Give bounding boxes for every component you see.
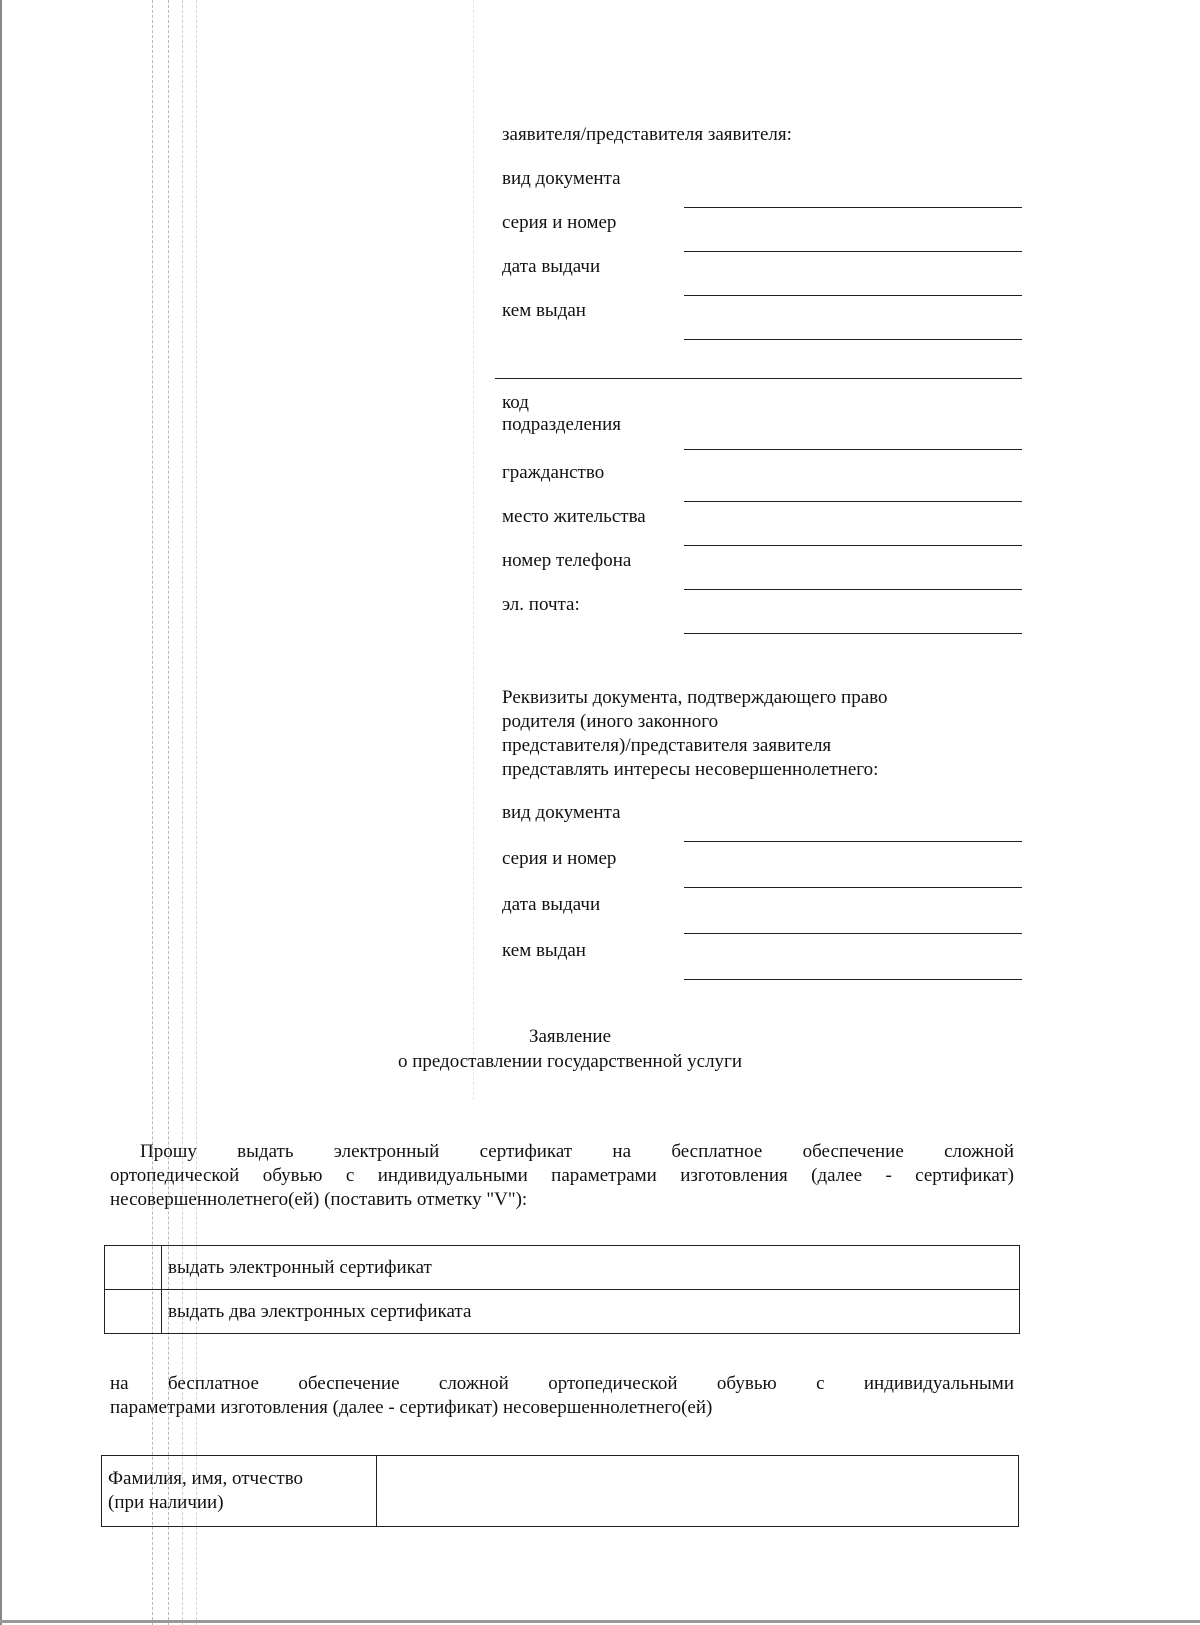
fill-line[interactable]	[684, 207, 1022, 208]
citizenship-field[interactable]	[502, 462, 1022, 502]
authority-doc-type-field[interactable]	[502, 802, 1022, 842]
option-checkbox-cell[interactable]	[105, 1290, 162, 1334]
paragraph-line: ортопедической обувью с индивидуальными параметрами изготовления (далее - сертификат)	[110, 1165, 1014, 1186]
paragraph-line: Прошу выдать электронный сертификат на бесплатное обеспечение сложной	[140, 1141, 1014, 1162]
field-label: номер телефона	[502, 550, 632, 571]
authority-document-heading	[502, 686, 972, 782]
heading-line: представителя)/представителя заявителя	[502, 735, 832, 756]
fill-line[interactable]	[684, 501, 1022, 502]
field-label: кем выдан	[502, 300, 586, 321]
option-label: выдать электронный сертификат	[162, 1246, 1020, 1290]
statement-subtitle: о предоставлении государственной услуги	[397, 1051, 743, 1072]
child-name-table	[101, 1455, 1019, 1527]
fill-line[interactable]	[684, 589, 1022, 590]
fill-line[interactable]	[684, 295, 1022, 296]
scan-left-edge	[0, 0, 2, 1625]
doc-type-field[interactable]	[502, 168, 1022, 208]
paragraph-line: несовершеннолетнего(ей) (поставить отметку "V"):	[110, 1189, 528, 1210]
paragraph-line: параметрами изготовления (далее - сертификат) несовершеннолетнего(ей)	[110, 1397, 713, 1418]
fio-label-cell	[102, 1456, 377, 1527]
field-label	[502, 392, 682, 436]
fill-line[interactable]	[684, 887, 1022, 888]
email-field[interactable]	[502, 594, 1022, 634]
heading-line: представлять интересы несовершеннолетнего:	[502, 759, 879, 780]
fio-label-line: (при наличии)	[108, 1492, 224, 1513]
field-label: серия и номер	[502, 212, 617, 233]
fill-line[interactable]	[684, 251, 1022, 252]
field-label: эл. почта:	[502, 594, 580, 615]
fill-line[interactable]	[684, 633, 1022, 634]
field-label: кем выдан	[502, 940, 586, 961]
fill-line[interactable]	[684, 841, 1022, 842]
request-paragraph	[110, 1140, 1014, 1212]
phone-field[interactable]	[502, 550, 1022, 590]
authority-doc-issued-by-field[interactable]	[502, 940, 1022, 980]
statement-title: Заявление	[528, 1026, 612, 1047]
option-label: выдать два электронных сертификата	[162, 1290, 1020, 1334]
authority-doc-series-number-field[interactable]	[502, 848, 1022, 888]
fill-line[interactable]	[684, 449, 1022, 450]
table-row	[102, 1456, 1019, 1527]
scan-bottom-edge	[0, 1620, 1200, 1623]
paragraph-line: на бесплатное обеспечение сложной ортопедической обувью с индивидуальными	[110, 1373, 1014, 1394]
doc-series-number-field[interactable]	[502, 212, 1022, 252]
field-label-line: код	[502, 392, 529, 413]
field-label: вид документа	[502, 802, 621, 823]
fill-line[interactable]	[684, 545, 1022, 546]
subdivision-code-field[interactable]	[502, 392, 1022, 450]
doc-issue-date-field[interactable]	[502, 256, 1022, 296]
option-row	[105, 1290, 1020, 1334]
heading-line: родителя (иного законного	[502, 711, 719, 732]
scan-artifact-line	[473, 0, 474, 1100]
fio-label-line: Фамилия, имя, отчество	[108, 1468, 304, 1489]
residence-field[interactable]	[502, 506, 1022, 546]
field-label: вид документа	[502, 168, 621, 189]
field-label: серия и номер	[502, 848, 617, 869]
heading-line: Реквизиты документа, подтверждающего право	[502, 687, 888, 708]
authority-doc-issue-date-field[interactable]	[502, 894, 1022, 934]
purpose-paragraph	[110, 1372, 1014, 1420]
field-label: место жительства	[502, 506, 646, 527]
field-label: дата выдачи	[502, 894, 601, 915]
field-label: гражданство	[502, 462, 605, 483]
fill-line[interactable]	[684, 979, 1022, 980]
fill-line[interactable]	[684, 933, 1022, 934]
field-label-line: подразделения	[502, 414, 621, 435]
certificate-options-table	[104, 1245, 1020, 1334]
fill-line[interactable]	[684, 339, 1022, 340]
issued-by-continuation-line[interactable]	[495, 378, 1022, 379]
fio-value-cell[interactable]	[377, 1456, 1019, 1527]
applicant-document-heading: заявителя/представителя заявителя:	[502, 124, 792, 145]
option-row	[105, 1246, 1020, 1290]
doc-issued-by-field[interactable]	[502, 300, 1022, 340]
field-label: дата выдачи	[502, 256, 601, 277]
option-checkbox-cell[interactable]	[105, 1246, 162, 1290]
